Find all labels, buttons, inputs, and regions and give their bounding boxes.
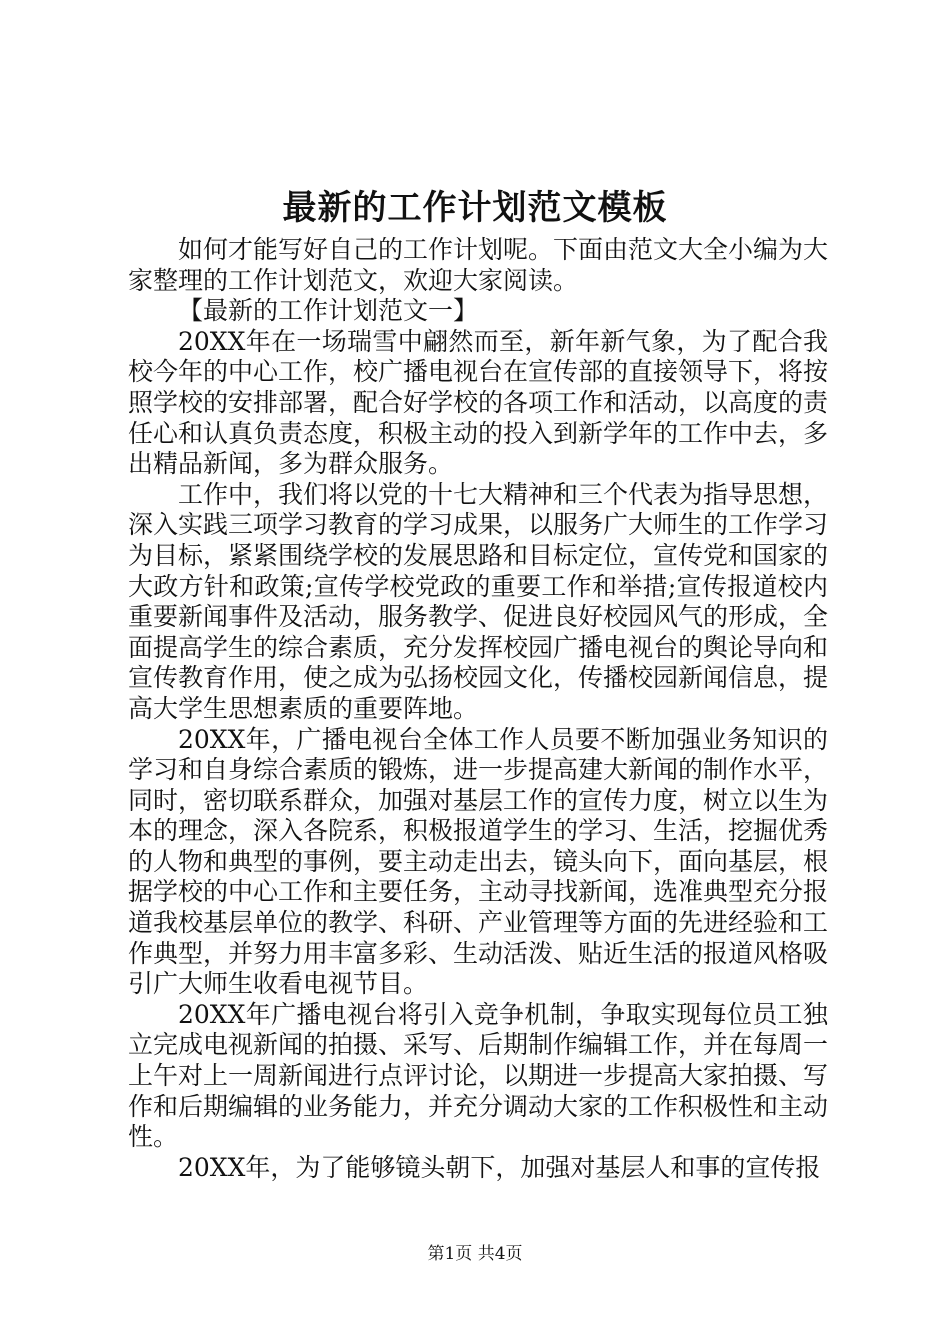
paragraph-intro: 如何才能写好自己的工作计划呢。下面由范文大全小编为大家整理的工作计划范文，欢迎大家阅读。 xyxy=(128,235,829,295)
page-footer: 第1页 共4页 xyxy=(427,1244,523,1264)
paragraph: 20XX年，为了能够镜头朝下，加强对基层人和事的宣传报 xyxy=(178,1152,821,1182)
paragraph: 20XX年广播电视台将引入竞争机制，争取实现每位员工独立完成电视新闻的拍摄、采写、后期制作编辑工作，并在每周一上午对上一周新闻进行点评讨论，以期进一步提高大家拍摄、写作和后期编辑的业务能力，并充分调动大家的工作积极性和主动性。 xyxy=(128,999,829,1152)
paragraph: 工作中，我们将以党的十七大精神和三个代表为指导思想，深入实践三项学习教育的学习成果，以服务广大师生的工作学习为目标，紧紧围绕学校的发展思路和目标定位，宣传党和国家的大政方针和政策;宣传学校党政的重要工作和举措;宣传报道校内重要新闻事件及活动，服务教学、促进良好校园风气的形成，全面提高学生的综合素质，充分发挥校园广播电视台的舆论导向和宣传教育作用，使之成为弘扬校园文化，传播校园新闻信息，提高大学生思想素质的重要阵地。 xyxy=(128,479,829,723)
paragraph: 20XX年在一场瑞雪中翩然而至，新年新气象，为了配合我校今年的中心工作，校广播电视台在宣传部的直接领导下，将按照学校的安排部署，配合好学校的各项工作和活动，以高度的责任心和认真负责态度，积极主动的投入到新学年的工作中去，多出精品新闻，多为群众服务。 xyxy=(128,326,829,479)
section-heading: 【最新的工作计划范文一】 xyxy=(178,296,479,326)
paragraph: 20XX年，广播电视台全体工作人员要不断加强业务知识的学习和自身综合素质的锻炼，进一步提高建大新闻的制作水平，同时，密切联系群众，加强对基层工作的宣传力度，树立以生为本的理念，深入各院系，积极报道学生的学习、生活，挖掘优秀的人物和典型的事例，要主动走出去，镜头向下，面向基层，根据学校的中心工作和主要任务，主动寻找新闻，选准典型充分报道我校基层单位的教学、科研、产业管理等方面的先进经验和工作典型，并努力用丰富多彩、生动活泼、贴近生活的报道风格吸引广大师生收看电视节目。 xyxy=(128,724,829,999)
document-body xyxy=(128,235,828,1183)
document-title: 最新的工作计划范文模板 xyxy=(282,188,668,228)
